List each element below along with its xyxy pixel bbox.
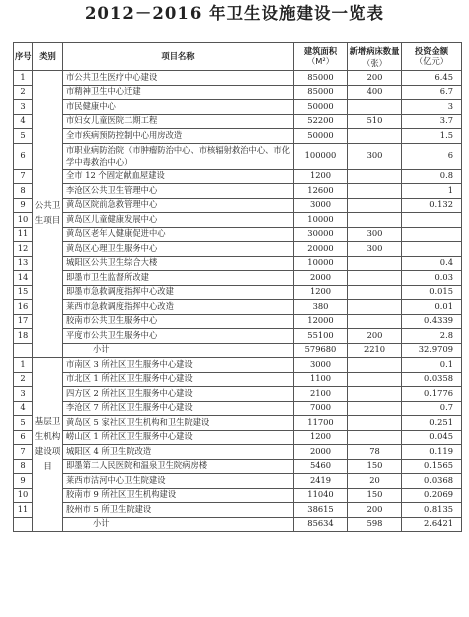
project-name: 李沧区公共卫生管理中心 — [63, 184, 294, 199]
beds-value — [348, 300, 402, 315]
subtotal-invest: 32.9709 — [402, 343, 462, 358]
beds-value: 150 — [348, 459, 402, 474]
header-area-unit: （M²） — [306, 55, 335, 66]
area-value: 1200 — [294, 285, 348, 300]
row-number: 13 — [14, 256, 33, 271]
invest-value: 0.1776 — [402, 387, 462, 402]
area-value: 12000 — [294, 314, 348, 329]
invest-value: 0.119 — [402, 445, 462, 460]
table-row — [14, 300, 462, 315]
row-number: 14 — [14, 271, 33, 286]
beds-value — [348, 169, 402, 184]
row-number: 9 — [14, 474, 33, 489]
invest-value: 0.01 — [402, 300, 462, 315]
project-name: 市精神卫生中心迁建 — [63, 85, 294, 100]
project-name: 黄岛区儿童健康发展中心 — [63, 213, 294, 228]
beds-value: 200 — [348, 329, 402, 344]
beds-value — [348, 314, 402, 329]
invest-value: 0.251 — [402, 416, 462, 431]
invest-value: 0.7 — [402, 401, 462, 416]
invest-value: 0.0358 — [402, 372, 462, 387]
row-number: 7 — [14, 445, 33, 460]
project-name: 全市疾病预防控制中心用房改造 — [63, 129, 294, 144]
row-number: 1 — [14, 71, 33, 86]
beds-value — [348, 387, 402, 402]
invest-value: 0.4 — [402, 256, 462, 271]
row-number: 18 — [14, 329, 33, 344]
area-value: 2000 — [294, 445, 348, 460]
project-name: 李沧区 7 所社区卫生服务中心建设 — [63, 401, 294, 416]
invest-value: 0.015 — [402, 285, 462, 300]
beds-value — [348, 184, 402, 199]
invest-value: 3.7 — [402, 114, 462, 129]
table-row — [14, 488, 462, 503]
beds-value — [348, 285, 402, 300]
area-value: 85000 — [294, 85, 348, 100]
beds-value: 300 — [348, 143, 402, 169]
subtotal-label: 小计 — [63, 517, 294, 532]
project-name: 市公共卫生医疗中心建设 — [63, 71, 294, 86]
row-number: 3 — [14, 387, 33, 402]
project-name: 胶州市 5 所卫生院建设 — [63, 503, 294, 518]
row-number: 8 — [14, 459, 33, 474]
project-name: 即墨第二人民医院和温泉卫生院病房楼 — [63, 459, 294, 474]
header-beds-unit: （张） — [362, 57, 387, 68]
row-number: 11 — [14, 503, 33, 518]
area-value: 85000 — [294, 71, 348, 86]
table-row — [14, 85, 462, 100]
beds-value — [348, 430, 402, 445]
beds-value: 510 — [348, 114, 402, 129]
subtotal-area: 85634 — [294, 517, 348, 532]
subtotal-blank — [14, 343, 33, 358]
invest-value: 0.03 — [402, 271, 462, 286]
area-value: 100000 — [294, 143, 348, 169]
row-number: 10 — [14, 213, 33, 228]
area-value: 52200 — [294, 114, 348, 129]
row-number: 1 — [14, 358, 33, 373]
invest-value: 0.2069 — [402, 488, 462, 503]
subtotal-beds: 2210 — [348, 343, 402, 358]
header-invest — [402, 43, 462, 71]
row-number: 5 — [14, 129, 33, 144]
area-value: 5460 — [294, 459, 348, 474]
area-value: 55100 — [294, 329, 348, 344]
beds-value — [348, 100, 402, 115]
project-name: 黄岛区老年人健康促进中心 — [63, 227, 294, 242]
invest-value: 0.0368 — [402, 474, 462, 489]
project-name: 莱西市沽河中心卫生院建设 — [63, 474, 294, 489]
table-row — [14, 227, 462, 242]
area-value: 50000 — [294, 129, 348, 144]
area-value: 1100 — [294, 372, 348, 387]
table-row — [14, 143, 462, 169]
project-name: 四方区 2 所社区卫生服务中心建设 — [63, 387, 294, 402]
project-name: 市民健康中心 — [63, 100, 294, 115]
area-value: 3000 — [294, 198, 348, 213]
project-name: 市北区 1 所社区卫生服务中心建设 — [63, 372, 294, 387]
table-row — [14, 459, 462, 474]
subtotal-beds: 598 — [348, 517, 402, 532]
subtotal-blank — [14, 517, 33, 532]
project-name: 市职业病防治院（市肿瘤防治中心、市核辐射救治中心、市化学中毒救治中心） — [63, 143, 294, 169]
beds-value: 300 — [348, 227, 402, 242]
table-row — [14, 198, 462, 213]
table-row — [14, 213, 462, 228]
project-name: 市南区 3 所社区卫生服务中心建设 — [63, 358, 294, 373]
table-row — [14, 114, 462, 129]
invest-value — [402, 213, 462, 228]
beds-value: 200 — [348, 71, 402, 86]
subtotal-label: 小计 — [63, 343, 294, 358]
beds-value — [348, 271, 402, 286]
area-value: 3000 — [294, 358, 348, 373]
header-invest-label: 投资金额 — [414, 45, 449, 56]
table-row — [14, 256, 462, 271]
invest-value: 0.8 — [402, 169, 462, 184]
row-number: 6 — [14, 430, 33, 445]
table-row — [14, 416, 462, 431]
area-value: 50000 — [294, 100, 348, 115]
table-row — [14, 358, 462, 373]
beds-value — [348, 213, 402, 228]
row-number: 11 — [14, 227, 33, 242]
area-value: 11700 — [294, 416, 348, 431]
row-number: 3 — [14, 100, 33, 115]
row-number: 2 — [14, 85, 33, 100]
area-value: 10000 — [294, 256, 348, 271]
table-row — [14, 329, 462, 344]
beds-value — [348, 256, 402, 271]
row-number: 7 — [14, 169, 33, 184]
table-row — [14, 169, 462, 184]
area-value: 30000 — [294, 227, 348, 242]
project-name: 全市 12 个固定献血屋建设 — [63, 169, 294, 184]
beds-value: 200 — [348, 503, 402, 518]
area-value: 11040 — [294, 488, 348, 503]
table-row — [14, 503, 462, 518]
subtotal-invest: 2.6421 — [402, 517, 462, 532]
row-number: 10 — [14, 488, 33, 503]
invest-value: 2.8 — [402, 329, 462, 344]
area-value: 2419 — [294, 474, 348, 489]
area-value: 380 — [294, 300, 348, 315]
header-area — [294, 43, 348, 71]
invest-value: 0.132 — [402, 198, 462, 213]
table-row — [14, 401, 462, 416]
table-row — [14, 285, 462, 300]
category-public-health: 公共卫生项目 — [33, 71, 63, 358]
table-row — [14, 314, 462, 329]
subtotal-row — [14, 343, 462, 358]
table-row — [14, 271, 462, 286]
table-row — [14, 372, 462, 387]
project-name: 黄岛区心理卫生服务中心 — [63, 242, 294, 257]
row-number: 5 — [14, 416, 33, 431]
area-value: 20000 — [294, 242, 348, 257]
row-number: 4 — [14, 401, 33, 416]
invest-value: 3 — [402, 100, 462, 115]
project-name: 黄岛区院前急救管理中心 — [63, 198, 294, 213]
invest-value: 1.5 — [402, 129, 462, 144]
beds-value: 400 — [348, 85, 402, 100]
header-beds-label: 新增病床数量 — [349, 45, 400, 56]
table-row — [14, 474, 462, 489]
header-beds — [348, 43, 402, 71]
area-value: 12600 — [294, 184, 348, 199]
beds-value — [348, 198, 402, 213]
table-row — [14, 129, 462, 144]
project-name: 黄岛区 5 家社区卫生机构和卫生院建设 — [63, 416, 294, 431]
beds-value: 78 — [348, 445, 402, 460]
project-name: 平度市公共卫生服务中心 — [63, 329, 294, 344]
header-category: 类别 — [33, 43, 63, 71]
project-name: 胶南市公共卫生服务中心 — [63, 314, 294, 329]
project-name: 胶南市 9 所社区卫生机构建设 — [63, 488, 294, 503]
row-number: 9 — [14, 198, 33, 213]
row-number: 6 — [14, 143, 33, 169]
category-grassroots: 基层卫生机构建设项目 — [33, 358, 63, 532]
header-invest-unit: （亿元） — [414, 55, 449, 66]
table-row — [14, 242, 462, 257]
beds-value: 150 — [348, 488, 402, 503]
beds-value — [348, 129, 402, 144]
area-value: 2000 — [294, 271, 348, 286]
invest-value: 0.8135 — [402, 503, 462, 518]
project-name: 城阳区 4 所卫生院改造 — [63, 445, 294, 460]
area-value: 1200 — [294, 169, 348, 184]
project-name: 崂山区 1 所社区卫生服务中心建设 — [63, 430, 294, 445]
beds-value — [348, 372, 402, 387]
invest-value: 6 — [402, 143, 462, 169]
table-row — [14, 430, 462, 445]
row-number: 16 — [14, 300, 33, 315]
table-header-row — [14, 43, 462, 71]
table-row — [14, 184, 462, 199]
table-row — [14, 387, 462, 402]
beds-value: 20 — [348, 474, 402, 489]
facility-table — [13, 42, 462, 532]
area-value: 2100 — [294, 387, 348, 402]
project-name: 市妇女儿童医院二期工程 — [63, 114, 294, 129]
beds-value: 300 — [348, 242, 402, 257]
project-name: 即墨市急救调度指挥中心改建 — [63, 285, 294, 300]
invest-value: 0.045 — [402, 430, 462, 445]
invest-value: 0.1565 — [402, 459, 462, 474]
subtotal-row — [14, 517, 462, 532]
invest-value — [402, 227, 462, 242]
page-title: 2012－2016 年卫生设施建设一览表 — [84, 4, 385, 23]
row-number: 2 — [14, 372, 33, 387]
row-number: 15 — [14, 285, 33, 300]
beds-value — [348, 401, 402, 416]
beds-value — [348, 416, 402, 431]
header-area-label: 建筑面积 — [303, 45, 338, 56]
header-project: 项目名称 — [63, 43, 294, 71]
subtotal-area: 579680 — [294, 343, 348, 358]
project-name: 莱西市急救调度指挥中心改造 — [63, 300, 294, 315]
row-number: 12 — [14, 242, 33, 257]
area-value: 10000 — [294, 213, 348, 228]
area-value: 38615 — [294, 503, 348, 518]
beds-value — [348, 358, 402, 373]
invest-value: 6.45 — [402, 71, 462, 86]
invest-value: 6.7 — [402, 85, 462, 100]
area-value: 1200 — [294, 430, 348, 445]
invest-value — [402, 242, 462, 257]
table-row — [14, 100, 462, 115]
row-number: 8 — [14, 184, 33, 199]
table-row — [14, 71, 462, 86]
project-name: 城阳区公共卫生综合大楼 — [63, 256, 294, 271]
table-row — [14, 445, 462, 460]
invest-value: 0.1 — [402, 358, 462, 373]
row-number: 17 — [14, 314, 33, 329]
invest-value: 1 — [402, 184, 462, 199]
area-value: 7000 — [294, 401, 348, 416]
invest-value: 0.4339 — [402, 314, 462, 329]
row-number: 4 — [14, 114, 33, 129]
project-name: 即墨市卫生监督所改建 — [63, 271, 294, 286]
header-seq: 序号 — [14, 43, 33, 71]
